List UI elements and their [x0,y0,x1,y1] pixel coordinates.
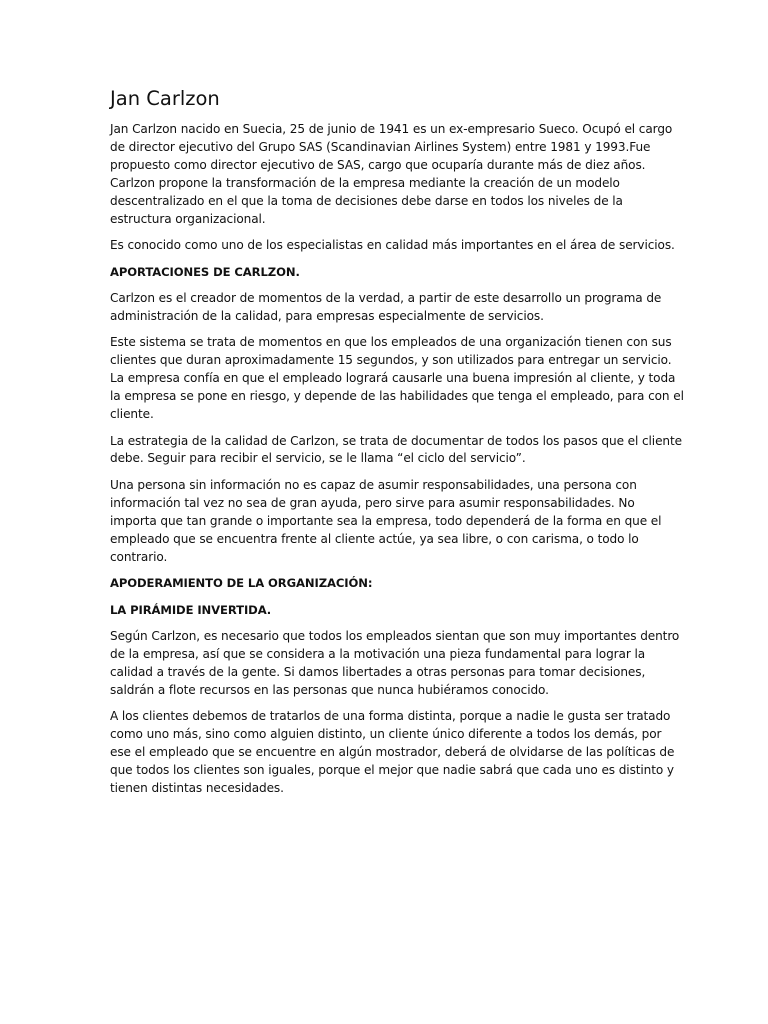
text-line: importa que tan grande o importante sea la empresa, todo dependerá de la forma en que el [110,513,662,528]
text-line: propuesto como director ejecutivo de SAS, cargo que ocuparía durante más de diez años. [110,157,646,172]
paragraph-known-as [110,237,675,255]
paragraph-estrategia [110,433,682,469]
section-heading-apoderamiento [110,575,658,593]
paragraph-motivacion [110,628,680,700]
text-line: de director ejecutivo del Grupo SAS (Scandinavian Airlines System) entre 1981 y 1993.Fue [110,139,651,154]
document-title: Jan Carlzon [110,87,220,110]
paragraph-momentos-verdad [110,290,662,326]
text-line: contrario. [110,549,168,564]
text-line: Una persona sin información no es capaz de asumir responsabilidades, una persona con [110,477,637,492]
text-line: estructura organizacional. [110,211,266,226]
text-line: debe. Seguir para recibir el servicio, se le llama “el ciclo del servicio”. [110,451,526,466]
text-line: La empresa confía en que el empleado logrará causarle una buena impresión al cliente, y toda [110,371,676,386]
text-line: descentralizado en el que la toma de decisiones debe darse en todos los niveles de la [110,193,623,208]
text-line: Este sistema se trata de momentos en que los empleados de una organización tienen con sus [110,335,672,350]
heading-text: APODERAMIENTO DE LA ORGANIZACIÓN: [110,576,373,591]
section-heading-piramide [110,602,658,620]
paragraph-clientes [110,708,675,798]
text-line: cliente. [110,407,154,422]
text-line: A los clientes debemos de tratarlos de una forma distinta, porque a nadie le gusta ser tratado [110,709,671,724]
paragraph-informacion [110,477,662,567]
text-line: de la empresa, así que se considera a la motivación una pieza fundamental para lograr la [110,647,646,661]
text-line: la empresa se pone en riesgo, y depende de las habilidades que tenga el empleado, para con el [110,389,684,404]
text-line: administración de la calidad, para empresas especialmente de servicios. [110,308,544,323]
text-line: que todos los clientes son iguales, porque el mejor que nadie sabrá que cada uno es distinto y [110,763,674,778]
heading-text: LA PIRÁMIDE INVERTIDA. [110,602,272,617]
text-line: empleado que se encuentra frente al cliente actúe, ya sea libre, o con carisma, o todo lo [110,531,639,546]
text-line: calidad a través de la gente. Si damos libertades a otras personas para tomar decisiones, [110,664,646,679]
text-line: tienen distintas necesidades. [110,780,284,795]
paragraph-intro [110,121,673,228]
text-line: clientes que duran aproximadamente 15 segundos, y son utilizados para entregar un servicio. [110,353,672,368]
text-line: ese el empleado que se encuentre en algún mostrador, deberá de olvidarse de las políticas de [110,745,675,760]
text-line: Jan Carlzon nacido en Suecia, 25 de junio de 1941 es un ex-empresario Sueco. Ocupó el cargo [110,122,673,136]
text-line: saldrán a flote recursos en las personas que nunca hubiéramos conocido. [110,682,549,697]
text-line: información tal vez no sea de gran ayuda, pero sirve para asumir responsabilidades. No [110,495,635,510]
text-line: Carlzon propone la transformación de la empresa mediante la creación de un modelo [110,175,620,190]
document-page [110,86,684,806]
section-heading-aportaciones [110,264,658,282]
heading-text: APORTACIONES DE CARLZON. [110,264,300,279]
text-line: como uno más, sino como alguien distinto, un cliente único diferente a todos los demás, por [110,727,662,742]
text-line: Es conocido como uno de los especialistas en calidad más importantes en el área de servicios. [110,238,675,253]
paragraph-sistema [110,334,684,424]
text-line: La estrategia de la calidad de Carlzon, se trata de documentar de todos los pasos que el cliente [110,433,682,448]
text-line: Según Carlzon, es necesario que todos los empleados sientan que son muy importantes dentro [110,629,680,644]
text-line: Carlzon es el creador de momentos de la verdad, a partir de este desarrollo un programa de [110,291,662,306]
